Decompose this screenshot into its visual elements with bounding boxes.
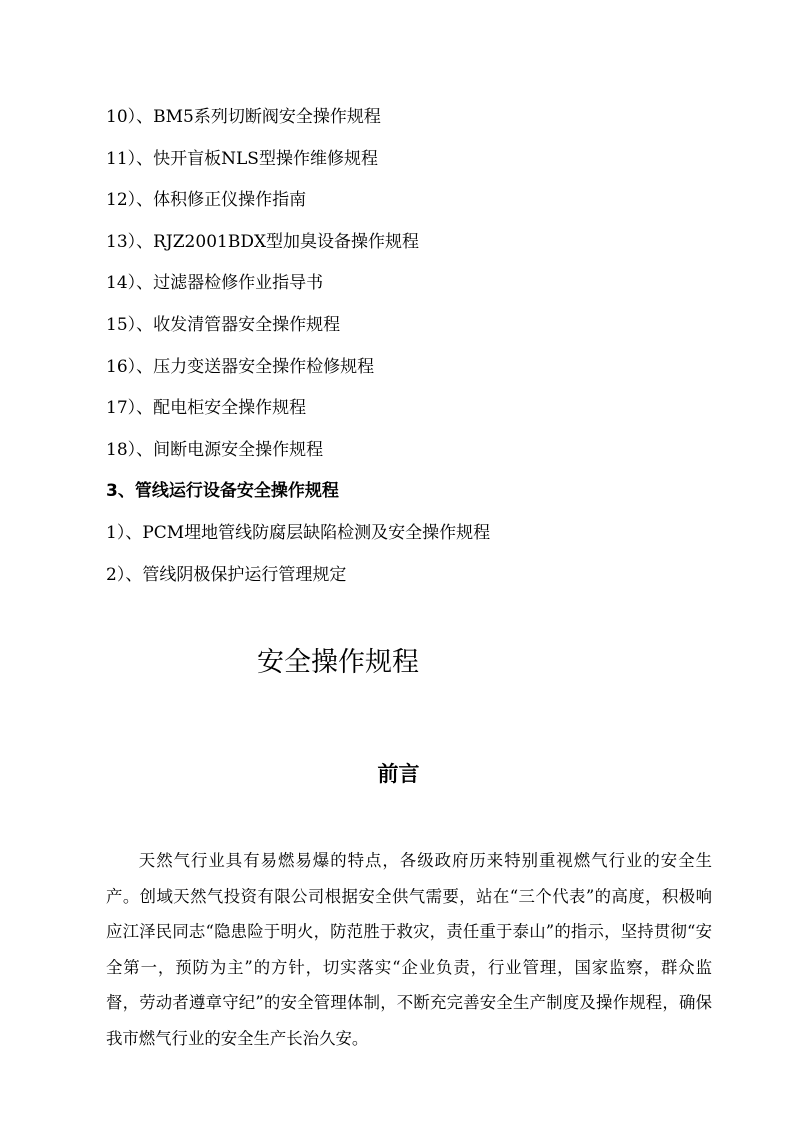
preface-heading: 前言: [377, 762, 420, 786]
list-item: 10）、BM5系列切断阀安全操作规程: [106, 107, 381, 127]
list-item: 18）、间断电源安全操作规程: [106, 439, 324, 460]
section-heading: 3、管线运行设备安全操作规程: [106, 481, 339, 502]
list-item: 13）、RJZ2001BDX型加臭设备操作规程: [106, 231, 420, 252]
list-item: 14）、过滤器检修作业指导书: [106, 273, 324, 294]
list-item: 11）、快开盲板NLS型操作维修规程: [106, 148, 378, 169]
list-item: 16）、压力变送器安全操作检修规程: [106, 356, 375, 377]
list-item: 12）、体积修正仪操作指南: [106, 190, 307, 211]
list-item: 15）、收发清管器安全操作规程: [106, 314, 341, 335]
list-item: 1）、PCM埋地管线防腐层缺陷检测及安全操作规程: [106, 522, 491, 543]
procedure-list: [106, 104, 726, 603]
preface-paragraph: 天然气行业具有易燃易爆的特点，各级政府历来特别重视燃气行业的安全生产。创域天然气投资有限公司根据安全供气需要，站在“三个代表”的高度，积极响应江泽民同志“隐患险于明火，防范胜于救灾，责任重于泰山”的指示，坚持贯彻“安全第一，预防为主”的方针，切实落实“企业负责，行业管理，国家监察，群众监督，劳动者遵章守纪”的安全管理体制，不断充完善安全生产制度及操作规程，确保我市燃气行业的安全生产长治久安。: [106, 851, 712, 1048]
document-title: 安全操作规程: [257, 647, 419, 678]
list-item: 2）、管线阴极保护运行管理规定: [106, 564, 347, 585]
list-item: 17）、配电柜安全操作规程: [106, 398, 307, 419]
